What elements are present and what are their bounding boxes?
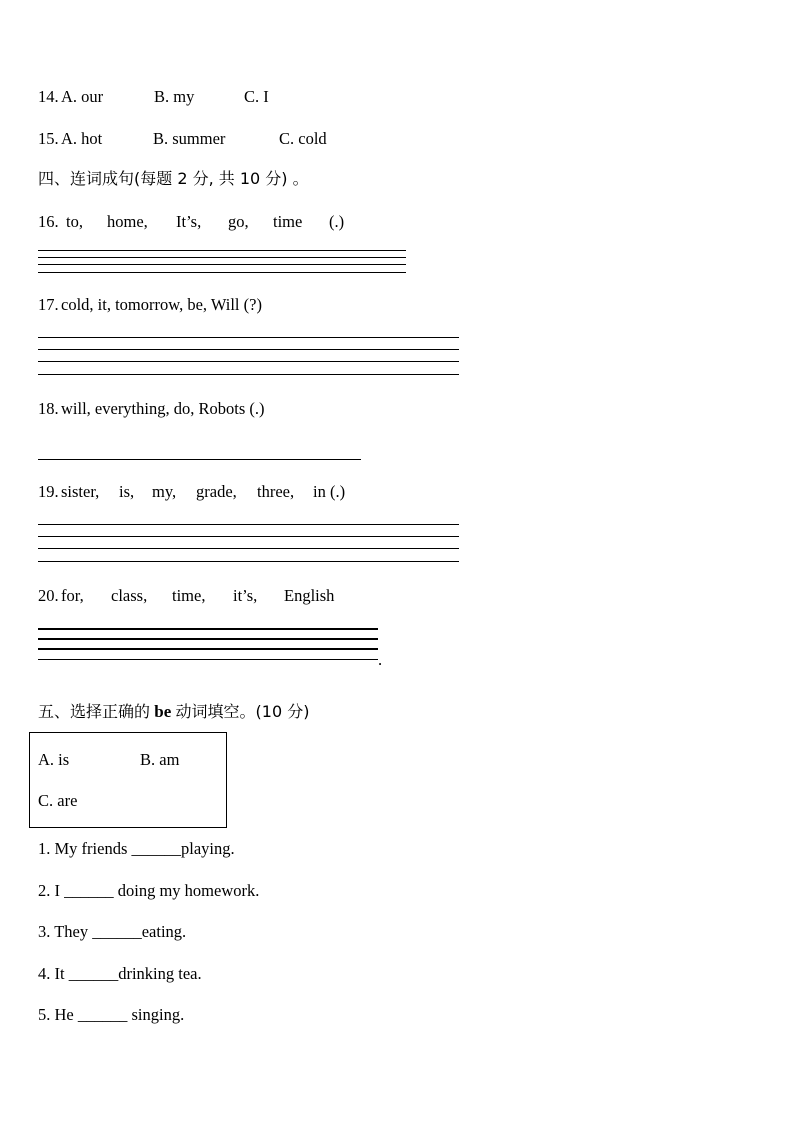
answer-line [38, 648, 378, 650]
question-16-word: home, [107, 212, 148, 231]
answer-line [38, 638, 378, 640]
fill-sentence-text: playing. [181, 839, 235, 858]
answer-line [38, 628, 378, 630]
question-20-word: class, [111, 586, 148, 605]
question-20-word: time, [172, 586, 206, 605]
answer-line [38, 264, 406, 265]
question-19-number: 19. [38, 482, 59, 501]
answer-line [38, 272, 406, 273]
fill-blank: ______ [131, 839, 181, 858]
answer-line [38, 561, 459, 562]
question-19-word: sister, [61, 482, 100, 501]
question-20-word: for, [61, 586, 84, 605]
fill-sentence-text: doing my homework. [117, 881, 260, 900]
answer-line [38, 250, 406, 251]
fill-sentence-1 [38, 841, 235, 858]
options-box [29, 732, 227, 828]
fill-blank: ______ [64, 881, 114, 900]
question-16-word: (.) [329, 212, 345, 231]
answer-line [38, 659, 378, 660]
option-a: A. is [38, 750, 70, 769]
question-19-word: my, [152, 482, 177, 501]
fill-sentence-text: 5. He [38, 1005, 74, 1024]
question-14-number: 14. [38, 87, 59, 106]
section-5-heading-pre: 五、选择正确的 [38, 702, 151, 721]
question-15-option-c: C. cold [279, 129, 327, 148]
section-5-heading-post: 动词填空。(10 分) [175, 702, 310, 721]
question-16-word: to, [66, 212, 83, 231]
fill-sentence-2 [38, 883, 259, 900]
question-16-word: time [273, 212, 303, 231]
question-20-word: English [284, 586, 335, 605]
question-20-number: 20. [38, 586, 59, 605]
section-5-heading-bold: be [150, 702, 176, 721]
fill-sentence-text: 1. My friends [38, 839, 128, 858]
question-18-words: will, everything, do, Robots (.) [61, 399, 265, 418]
section-4-heading: 四、连词成句(每题 2 分, 共 10 分) 。 [38, 169, 309, 188]
fill-sentence-3 [38, 924, 186, 941]
question-19-word: is, [119, 482, 135, 501]
question-15-number: 15. [38, 129, 59, 148]
fill-sentence-text: drinking tea. [118, 964, 202, 983]
fill-sentence-text: eating. [141, 922, 187, 941]
question-17-number: 17. [38, 295, 59, 314]
answer-line [38, 349, 459, 350]
fill-sentence-text: 3. They [38, 922, 89, 941]
question-16-number: 16. [38, 212, 59, 231]
question-14-option-a: A. our [61, 87, 104, 106]
fill-blank: ______ [68, 964, 119, 983]
fill-sentence-4 [38, 966, 202, 983]
fill-sentence-5 [38, 1007, 184, 1024]
fill-sentence-text: 4. It [38, 964, 65, 983]
fill-sentence-text: singing. [131, 1005, 185, 1024]
question-17-words: cold, it, tomorrow, be, Will (?) [61, 295, 262, 314]
question-14-option-b: B. my [154, 87, 195, 106]
question-14-option-c: C. I [244, 87, 269, 106]
answer-line [38, 361, 459, 362]
question-18-number: 18. [38, 399, 59, 418]
option-c: C. are [38, 791, 78, 810]
fill-blank: ______ [77, 1005, 128, 1024]
option-b: B. am [140, 750, 180, 769]
answer-line [38, 536, 459, 537]
question-16-word: It’s, [176, 212, 202, 231]
question-15-option-a: A. hot [61, 129, 103, 148]
question-19-word: three, [257, 482, 295, 501]
answer-line [38, 337, 459, 338]
question-20-word: it’s, [233, 586, 258, 605]
question-19-word: in (.) [313, 482, 346, 501]
question-20-end-mark: . [378, 650, 383, 669]
question-15-option-b: B. summer [153, 129, 226, 148]
section-5-heading [38, 703, 309, 720]
answer-line [38, 374, 459, 375]
answer-line [38, 524, 459, 525]
answer-line [38, 459, 361, 460]
question-16-word: go, [228, 212, 249, 231]
answer-line [38, 257, 406, 258]
fill-blank: ______ [92, 922, 142, 941]
question-19-word: grade, [196, 482, 237, 501]
fill-sentence-text: 2. I [38, 881, 60, 900]
answer-line [38, 548, 459, 549]
